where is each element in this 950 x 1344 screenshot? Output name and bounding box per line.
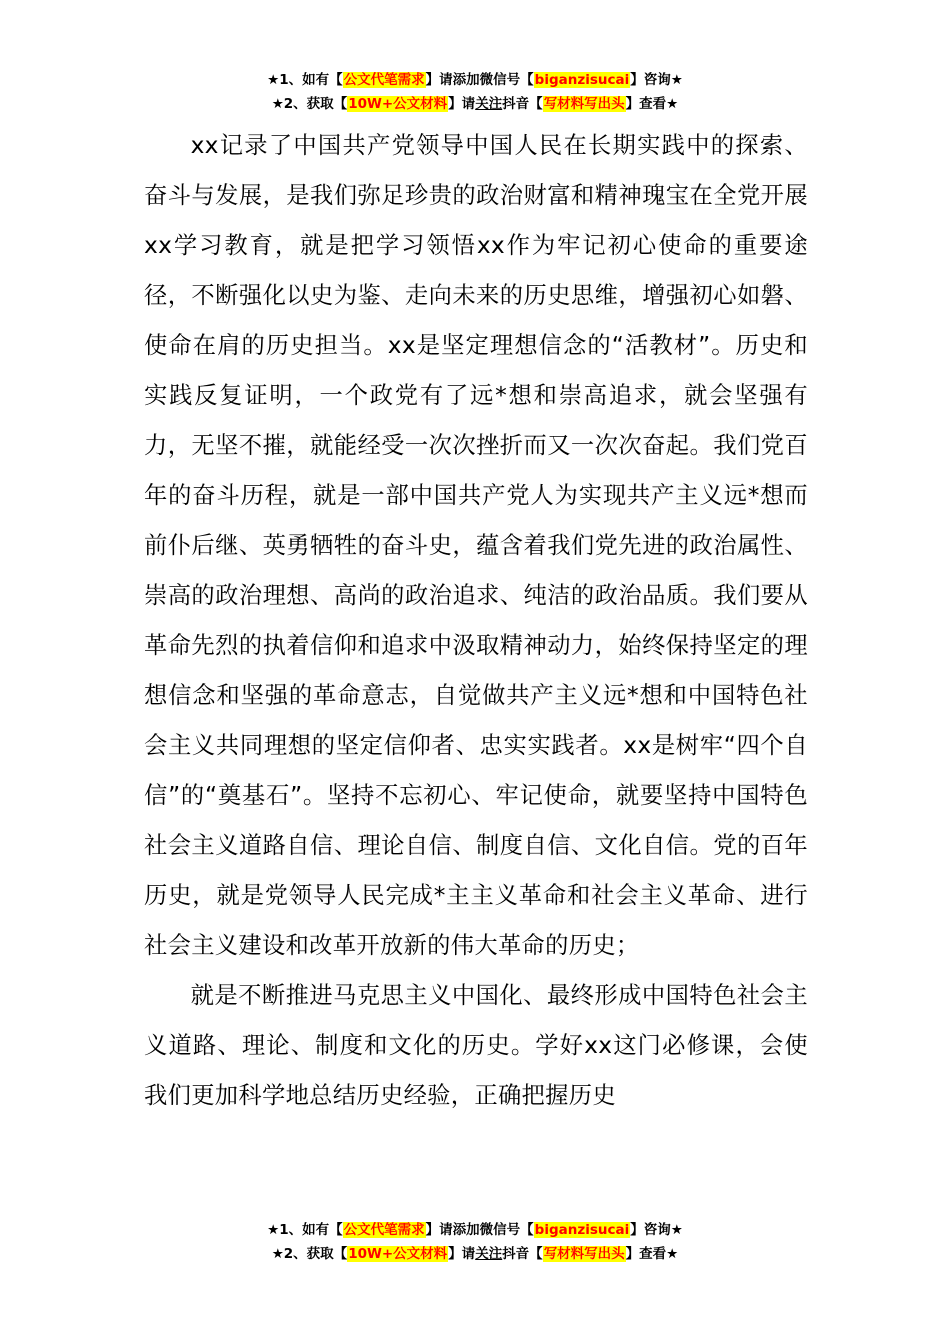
banner-emphasis: 添加	[452, 72, 480, 88]
banner-text: 】请	[448, 96, 476, 112]
banner-text: 微信号【	[479, 1222, 534, 1238]
banner-text: 】咨询★	[630, 1222, 683, 1238]
banner-text: 】查看★	[625, 96, 679, 112]
paragraph: 就是不断推进马克思主义中国化、最终形成中国特色社会主义道路、理论、制度和文化的历史。学好xx这门必修课，会使我们更加科学地总结历史经验，正确把握历史	[144, 982, 808, 1109]
document-body	[144, 121, 808, 1121]
banner-text: 】查看★	[625, 1246, 679, 1262]
banner-text: 抖音【	[502, 96, 543, 112]
banner-line-2	[0, 1242, 950, 1266]
highlight-service: 公文代笔需求	[343, 1222, 425, 1238]
highlight-douyin-account: 写材料写出头	[543, 1246, 625, 1262]
highlight-materials: 10W+公文材料	[348, 1246, 448, 1262]
banner-text: ★2、获取【	[271, 96, 348, 112]
banner-text: ★1、如有【	[267, 72, 343, 88]
banner-emphasis: 关注	[475, 96, 503, 112]
banner-text: 】请	[425, 1222, 453, 1238]
footer-banner	[0, 1218, 950, 1266]
banner-line-2	[0, 92, 950, 116]
banner-line-1	[0, 68, 950, 92]
banner-line-1	[0, 1218, 950, 1242]
banner-emphasis: 关注	[475, 1246, 503, 1262]
highlight-douyin-account: 写材料写出头	[543, 96, 625, 112]
highlight-wechat-id: biganzisucai	[534, 72, 630, 88]
banner-text: 】请	[448, 1246, 476, 1262]
banner-text: 抖音【	[502, 1246, 543, 1262]
highlight-wechat-id: biganzisucai	[534, 1222, 630, 1238]
banner-text: ★1、如有【	[267, 1222, 343, 1238]
banner-text: 】咨询★	[630, 72, 683, 88]
paragraph: xx记录了中国共产党领导中国人民在长期实践中的探索、奋斗与发展，是我们弥足珍贵的政治财富和精神瑰宝在全党开展xx学习教育，就是把学习领悟xx作为牢记初心使命的重要途径，不断强化以史为鉴、走向未来的历史思维，增强初心如磐、使命在肩的历史担当。xx是坚定理想信念的“活教材”。历史和实践反复证明，一个政党有了远*想和崇高追求，就会坚强有力，无坚不摧，就能经受一次次挫折而又一次次奋起。我们党百年的奋斗历程，就是一部中国共产党人为实现共产主义远*想而前仆后继、英勇牺牲的奋斗史，蕴含着我们党先进的政治属性、崇高的政治理想、高尚的政治追求、纯洁的政治品质。我们要从革命先烈的执着信仰和追求中汲取精神动力，始终保持坚定的理想信念和坚强的革命意志，自觉做共产主义远*想和中国特色社会主义共同理想的坚定信仰者、忠实实践者。xx是树牢“四个自信”的“奠基石”。坚持不忘初心、牢记使命，就要坚持中国特色社会主义道路自信、理论自信、制度自信、文化自信。党的百年历史，就是党领导人民完成*主主义革命和社会主义革命、进行社会主义建设和改革开放新的伟大革命的历史；	[144, 132, 808, 959]
banner-text: ★2、获取【	[271, 1246, 348, 1262]
banner-text: 微信号【	[479, 72, 534, 88]
banner-text: 】请	[425, 72, 453, 88]
banner-emphasis: 添加	[452, 1222, 480, 1238]
highlight-service: 公文代笔需求	[343, 72, 425, 88]
highlight-materials: 10W+公文材料	[348, 96, 448, 112]
header-banner	[0, 68, 950, 116]
